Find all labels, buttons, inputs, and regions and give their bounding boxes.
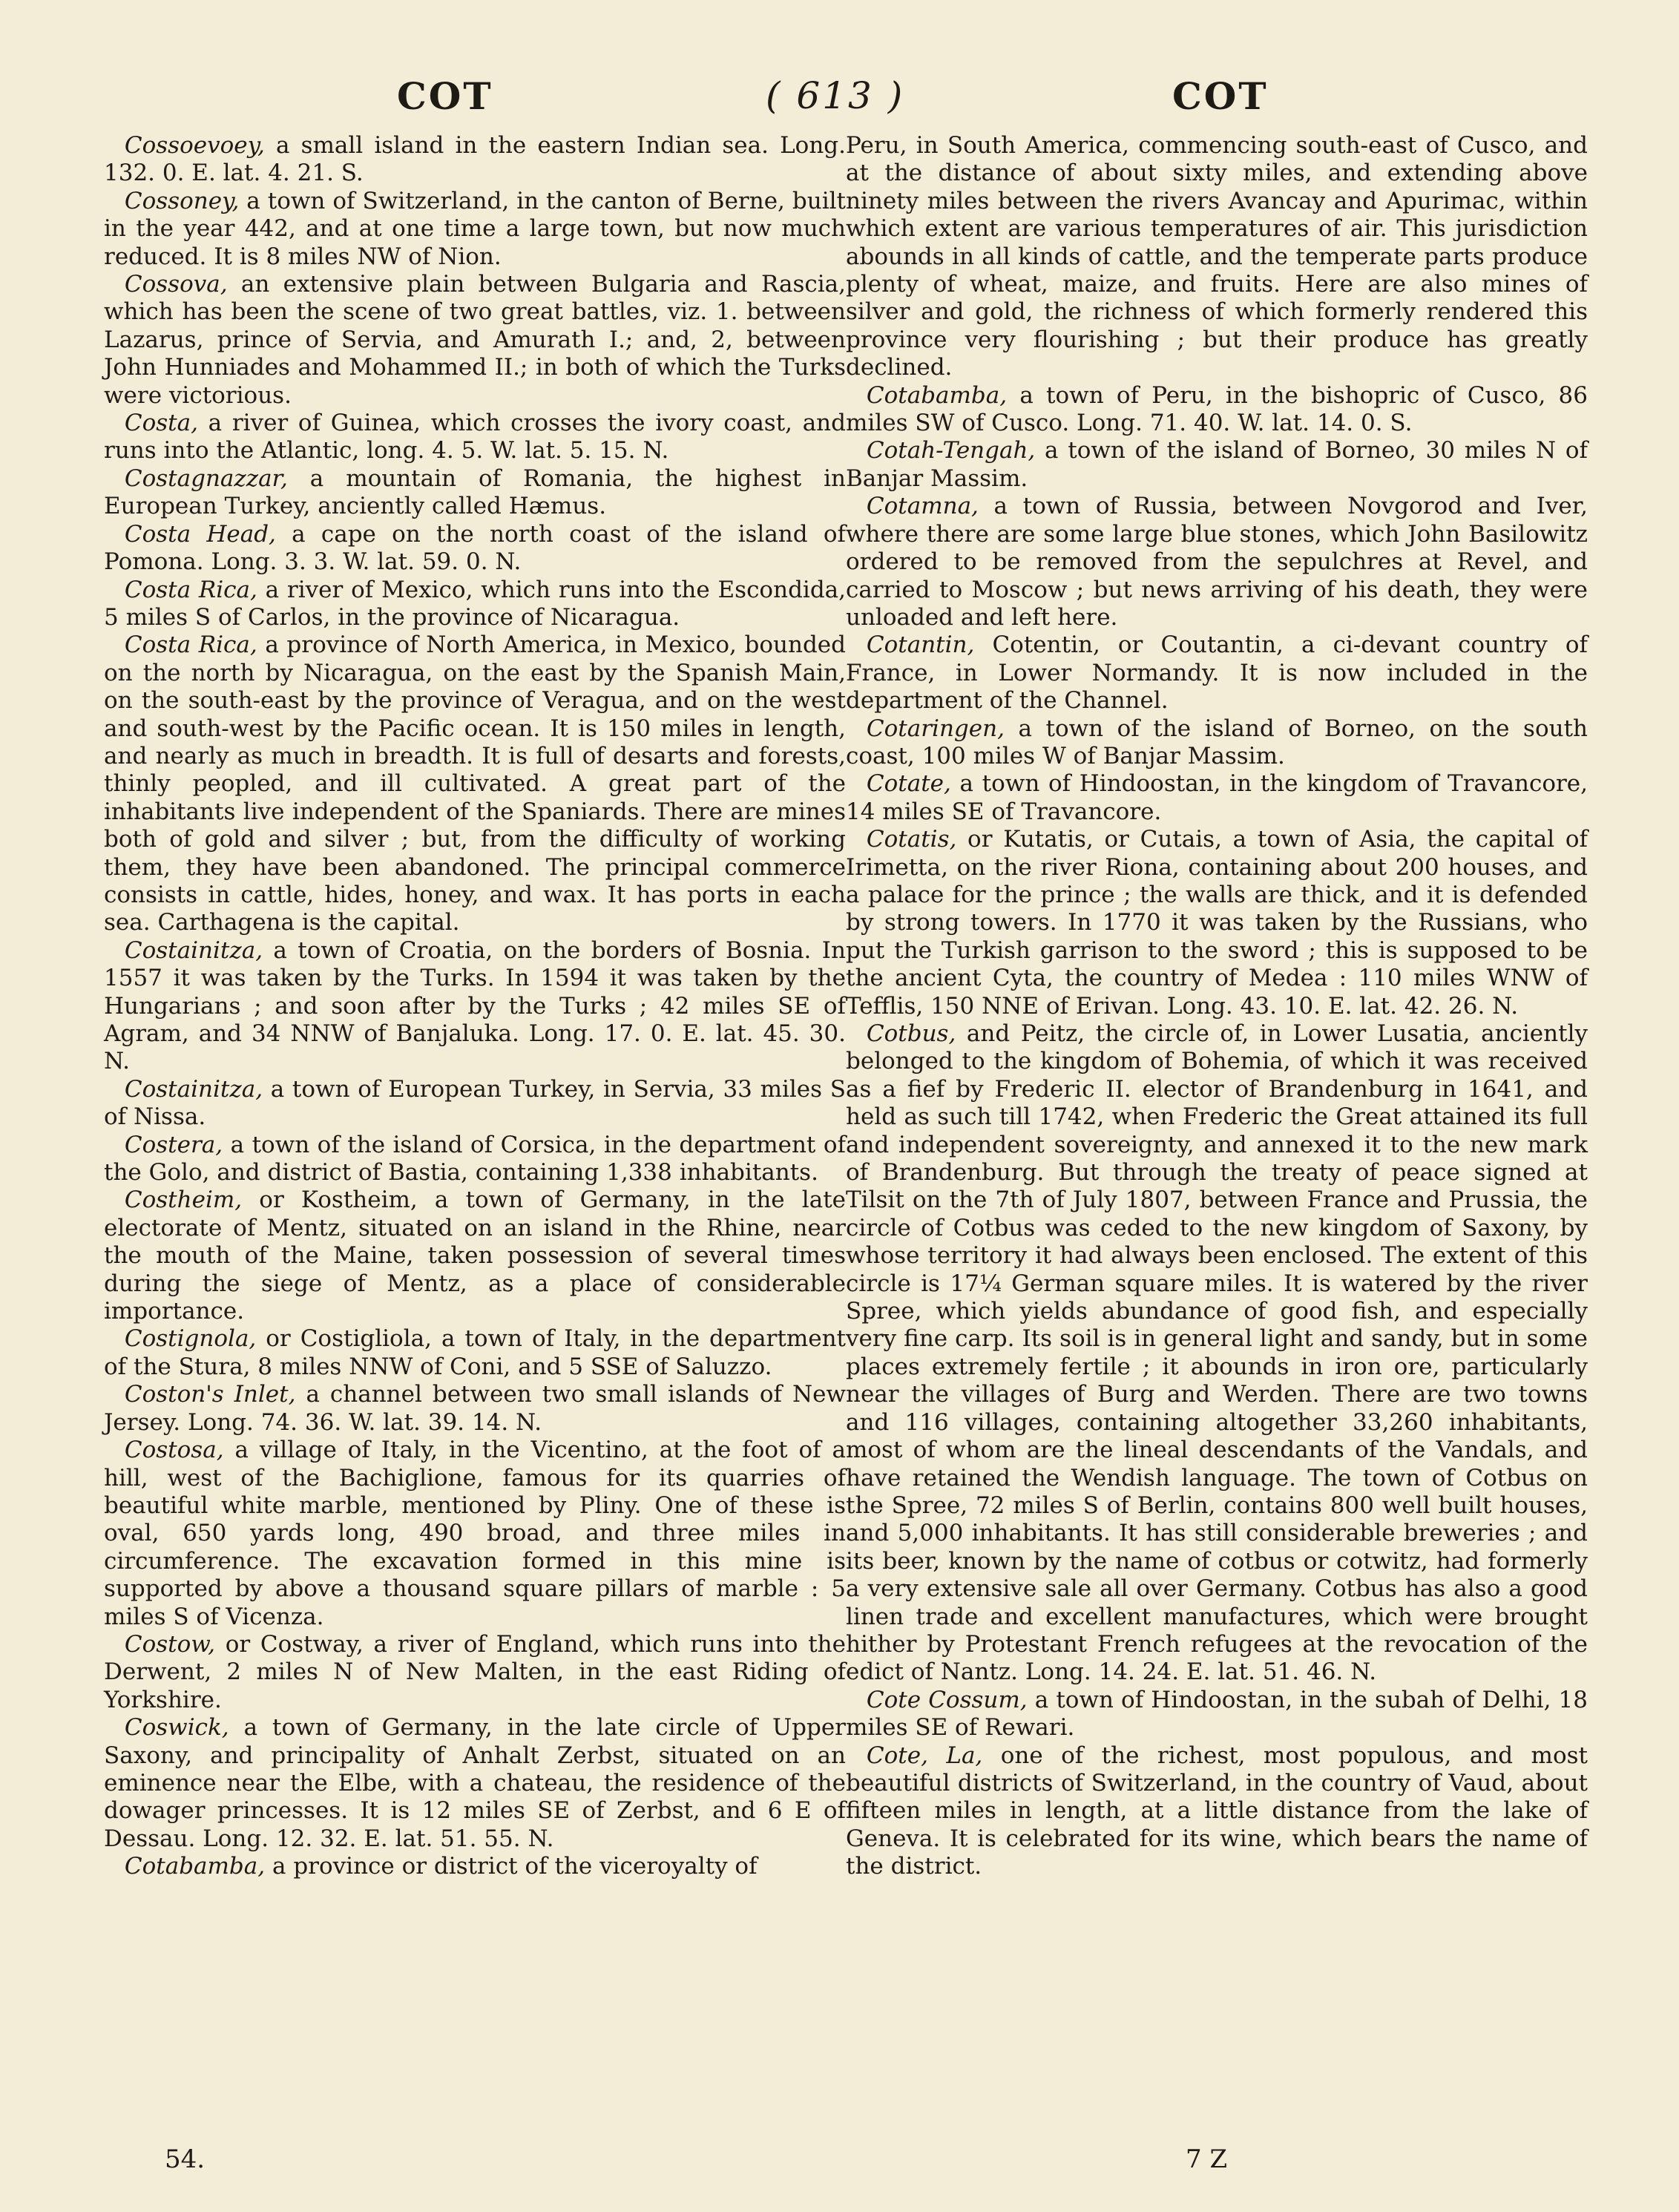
signature-mark-right: 7 Z <box>1186 2144 1228 2174</box>
entry-text: a province of North America, in Mexico, bounded on the north by Nicaragua, on the east by the Spanish Main, on the south-east by the province of Veragua, and on the west and south-west by the Pacific ocean. It is 150 miles in length, and nearly as much in breadth. It is full of desarts and forests, thinly peopled, and ill cultivated. A great part of the inhabitants live independent of the Spaniards. There are mines both of gold and silver ; but, from the difficulty of working them, they have been abandoned. The principal commerce consists in cattle, hides, honey, and wax. It has ports in each sea. Carthagena is the capital. <box>104 631 846 936</box>
entry-headword: Cossova, <box>124 271 228 298</box>
entry-headword: Costainitza, <box>124 936 263 964</box>
entry-text: and Peitz, the circle of, in Lower Lusatia, anciently belonged to the kingdom of Bohemia, of which it was received as a fief by Frederic II. elector of Brandenburg in 1641, and held as such till 1742, when Frederic the Great attained its full and independent sovereignty, and annexed it to the new mark of Brandenburg. But through the treaty of peace signed at Tilsit on the 7th of July 1807, between France and Prussia, the circle of Cotbus was ceded to the new kingdom of Saxony, by whose territory it had always been enclosed. The extent of this circle is 17¼ German square miles. It is watered by the river Spree, which yields abundance of good fish, and especially very fine carp. Its soil is in general light and sandy, but in some places extremely fertile ; it abounds in iron ore, particularly near the villages of Burg and Werden. There are two towns and 116 villages, containing altogether 33,260 inhabitants, most of whom are the lineal descendants of the Vandals, and have retained the Wendish language. The town of Cotbus on the Spree, 72 miles S of Berlin, contains 800 well built houses, and 5,000 inhabitants. It has still considerable breweries ; and its beer, known by the name of cotbus or cotwitz, had formerly a very extensive sale all over Germany. Cotbus has also a good linen trade and excellent manufactures, which were brought hither by Protestant French refugees at the revocation of the edict of Nantz. Long. 14. 24. E. lat. 51. 46. N. <box>846 1020 1588 1686</box>
page-number: ( 613 ) <box>766 74 905 117</box>
gazetteer-entry <box>846 1020 1588 1687</box>
entry-headword: Costa Head, <box>124 520 276 548</box>
entry-text: or Kostheim, a town of Germany, in the late electorate of Mentz, situated on an island in the Rhine, near the mouth of the Maine, taken possession of several times during the siege of Mentz, as a place of considerable importance. <box>104 1187 846 1325</box>
entry-headword: Coston's Inlet, <box>124 1381 296 1408</box>
entry-headword: Costheim, <box>124 1187 243 1214</box>
entry-headword: Cossoney, <box>124 187 240 214</box>
entry-text: a channel between two small islands of New Jersey. Long. 74. 36. W. lat. 39. 14. N. <box>104 1381 846 1436</box>
entry-headword: Costa Rica, <box>124 576 257 603</box>
entry-headword: Cotaringen, <box>866 715 1005 742</box>
entry-headword: Costow, <box>124 1630 216 1658</box>
gazetteer-entry <box>104 271 846 410</box>
entry-headword: Cotbus, <box>866 1020 956 1047</box>
signature-mark-left: 54. <box>165 2144 206 2174</box>
entry-headword: Cotatis, <box>866 826 957 853</box>
entry-text: a town of the island of Borneo, 30 miles N of Banjar Massim. <box>846 437 1588 492</box>
gazetteer-entry <box>846 1742 1588 1881</box>
entry-text: one of the richest, most populous, and most beautiful districts of Switzerland, in the country of Vaud, about fifteen miles in length, at a little distance from the lake of Geneva. It is celebrated for its wine, which bears the name of the district. <box>846 1742 1588 1880</box>
entry-text: a town of Croatia, on the borders of Bosnia. In 1557 it was taken by the Turks. In 1594 it was taken by the Hungarians ; and soon after by the Turks ; 42 miles SE of Agram, and 34 NNW of Banjaluka. Long. 17. 0. E. lat. 45. 30. N. <box>104 936 846 1075</box>
entry-headword: Cote Cossum, <box>866 1686 1028 1713</box>
entry-headword: Cotabamba, <box>866 381 1008 409</box>
entry-headword: Costera, <box>124 1131 223 1158</box>
entry-text: a cape on the north coast of the island of Pomona. Long. 3. 3. W. lat. 59. 0. N. <box>104 520 846 576</box>
entry-headword: Cote, La, <box>866 1742 983 1769</box>
running-head-right: COT <box>1172 74 1269 118</box>
entry-text: or Kutatis, or Cutais, a town of Asia, the capital of Irimetta, on the river Riona, containing about 200 houses, and a palace for the prince ; the walls are thick, and it is defended by strong towers. In 1770 it was taken by the Russians, who put the Turkish garrison to the sword ; this is supposed to be the ancient Cyta, the country of Medea : 110 miles WNW of Tefflis, 150 NNE of Erivan. Long. 43. 10. E. lat. 42. 26. N. <box>846 826 1588 1020</box>
gazetteer-entry <box>846 770 1588 826</box>
entry-text: a town of Switzerland, in the canton of Berne, built in the year 442, and at one time a large town, but now much reduced. It is 8 miles NW of Nion. <box>104 187 846 270</box>
gazetteer-entry <box>104 1437 846 1631</box>
gazetteer-entry <box>846 382 1588 438</box>
entry-text: or Costway, a river of England, which runs into the Derwent, 2 miles N of New Malten, in the east Riding of Yorkshire. <box>104 1630 846 1713</box>
gazetteer-entry <box>846 437 1588 493</box>
gazetteer-entry <box>846 631 1588 715</box>
entry-text: a town of Russia, between Novgorod and Iver, where there are some large blue stones, which John Basilowitz ordered to be removed from the sepulchres at Revel, and carried to Moscow ; but news arriving of his death, they were unloaded and left here. <box>846 493 1588 631</box>
gazetteer-entry <box>846 826 1588 1020</box>
entry-text: a province or district of the viceroyalty of <box>265 1853 758 1880</box>
gazetteer-entry <box>104 577 846 632</box>
gazetteer-entry <box>104 465 846 521</box>
entry-headword: Costainitza, <box>124 1075 263 1103</box>
gazetteer-entry <box>846 715 1588 771</box>
entry-text: Cotentin, or Coutantin, a ci-devant country of France, in Lower Normandy. It is now included in the department of the Channel. <box>846 631 1588 715</box>
entry-text: a town of Germany, in the late circle of Upper Saxony, and principality of Anhalt Zerbst, situated on an eminence near the Elbe, with a chateau, the residence of the dowager princesses. It is 12 miles SE of Zerbst, and 6 E of Dessau. Long. 12. 32. E. lat. 51. 55. N. <box>104 1714 846 1852</box>
entry-text: a town of Hindoostan, in the subah of Delhi, 18 miles SE of Rewari. <box>846 1686 1588 1742</box>
gazetteer-entry <box>846 493 1588 631</box>
entry-text: a river of Mexico, which runs into the Escondida, 5 miles S of Carlos, in the province of Nicaragua. <box>104 576 847 631</box>
column-right <box>846 132 1588 1881</box>
gazetteer-entry <box>104 1714 846 1853</box>
entry-headword: Cotah-Tengah, <box>866 437 1036 465</box>
entry-text: a town of the island of Corsica, in the department of the Golo, and district of Bastia, containing 1,338 inhabitants. <box>104 1131 846 1187</box>
gazetteer-entry <box>104 521 846 577</box>
gazetteer-entry <box>104 1325 846 1381</box>
gazetteer-entry <box>104 937 846 1076</box>
entry-text: a town of Hindoostan, in the kingdom of Travancore, 14 miles SE of Travancore. <box>846 770 1588 825</box>
gazetteer-entry <box>104 410 846 465</box>
entry-headword: Cotantin, <box>866 631 975 659</box>
entry-headword: Costagnazzar, <box>124 465 288 492</box>
entry-headword: Cossoevoey, <box>124 132 265 159</box>
gazetteer-entry <box>104 1132 846 1187</box>
gazetteer-entry <box>846 1687 1588 1742</box>
gazetteer-entry <box>104 188 846 271</box>
gazetteer-entry <box>846 132 1588 382</box>
entry-text: Peru, in South America, commencing south-east of Cusco, and at the distance of about sixty miles, and extending above ninety miles between the rivers Avancay and Apurimac, within which extent are various temperatures of air. This jurisdiction abounds in all kinds of cattle, and the temperate parts produce plenty of wheat, maize, and fruits. Here are also mines of silver and gold, the richness of which formerly rendered this province very flourishing ; but their produce has greatly declined. <box>846 132 1588 381</box>
column-left <box>104 132 846 1881</box>
entry-headword: Costa, <box>124 410 198 437</box>
entry-text: a river of Guinea, which crosses the ivory coast, and runs into the Atlantic, long. 4. 5. W. lat. 5. 15. N. <box>104 410 846 465</box>
gazetteer-entry <box>104 1187 846 1325</box>
entry-headword: Costignola, <box>124 1325 257 1353</box>
entry-text: a mountain of Romania, the highest in European Turkey, anciently called Hæmus. <box>104 465 846 520</box>
entry-headword: Costosa, <box>124 1437 224 1464</box>
entry-text: or Costigliola, a town of Italy, in the department of the Stura, 8 miles NNW of Coni, and 5 SSE of Saluzzo. <box>104 1325 846 1380</box>
entry-headword: Costa Rica, <box>124 631 257 659</box>
running-head-left: COT <box>397 74 493 118</box>
gazetteer-entry <box>104 1076 846 1132</box>
entry-headword: Coswick, <box>124 1714 229 1742</box>
entry-text: a town of the island of Borneo, on the south coast, 100 miles W of Banjar Massim. <box>846 715 1588 769</box>
entry-text: an extensive plain between Bulgaria and Rascia, which has been the scene of two great battles, viz. 1. between Lazarus, prince of Servia, and Amurath I.; and, 2, between John Hunniades and Mohammed II.; in both of which the Turks were victorious. <box>104 271 846 409</box>
entry-headword: Cotamna, <box>866 493 979 520</box>
gazetteer-entry <box>104 1381 846 1437</box>
gazetteer-entry <box>104 1631 846 1714</box>
entry-text: a small island in the eastern Indian sea. Long. 132. 0. E. lat. 4. 21. S. <box>104 132 846 187</box>
entry-headword: Cotabamba, <box>124 1853 266 1880</box>
entry-text: a town of European Turkey, in Servia, 33 miles S of Nissa. <box>104 1075 846 1131</box>
entry-text: a village of Italy, in the Vicentino, at the foot of a hill, west of the Bachiglione, famous for its quarries of beautiful white marble, mentioned by Pliny. One of these is oval, 650 yards long, 490 broad, and three miles in circumference. The excavation formed in this mine is supported by above a thousand square pillars of marble : 5 miles S of Vicenza. <box>104 1437 846 1630</box>
gazetteer-entry <box>104 132 846 188</box>
gazetteer-entry <box>104 631 846 936</box>
gazetteer-entry <box>104 1853 846 1880</box>
entry-text: a town of Peru, in the bishopric of Cusco, 86 miles SW of Cusco. Long. 71. 40. W. lat. 14. 0. S. <box>846 381 1588 437</box>
entry-headword: Cotate, <box>866 770 951 798</box>
